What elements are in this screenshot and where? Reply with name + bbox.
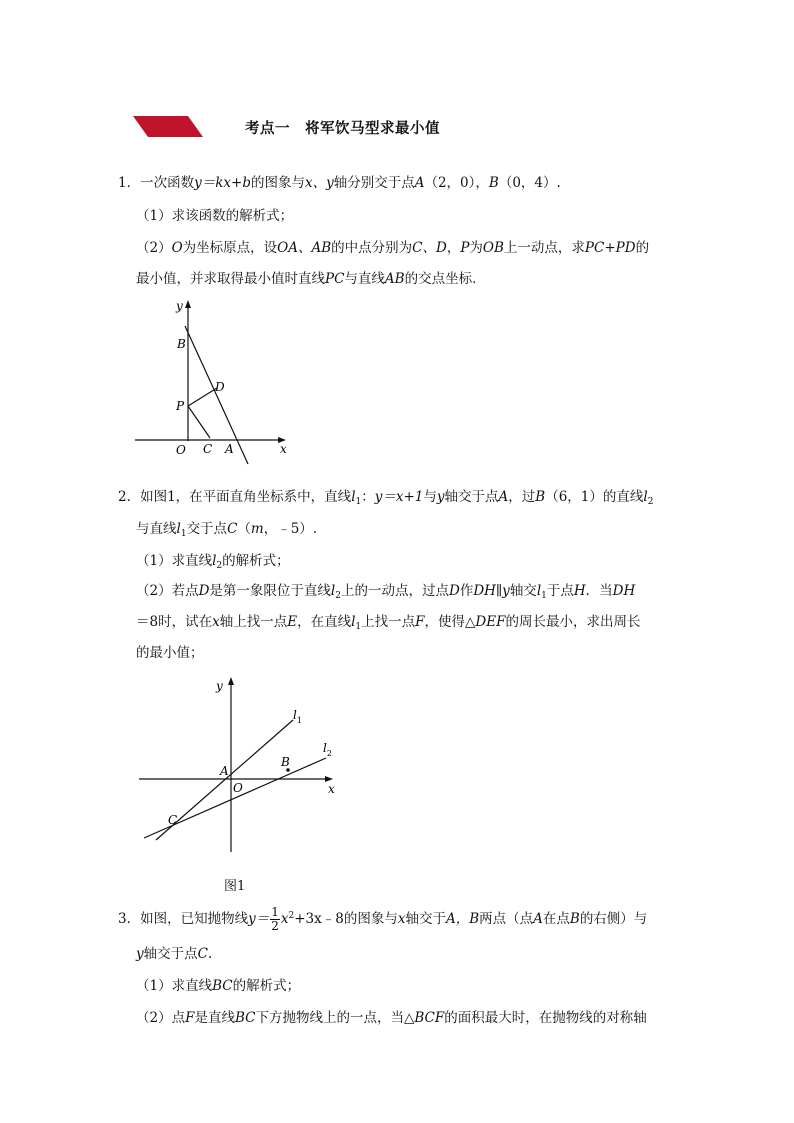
q1-label-y: y (176, 299, 183, 313)
q1-segment-PD (188, 388, 217, 406)
q1-part2: （2）O为坐标原点，设OA、AB的中点分别为C、D，P为OB上一动点，求PC+PD的 (136, 240, 650, 256)
q1-label-x: x (280, 442, 287, 456)
q2-label-l1: $l_1$ (293, 708, 302, 725)
q2-part2-end: 的最小值； (136, 645, 204, 661)
q2-label-B: B (281, 755, 290, 769)
q1-label-C: C (203, 442, 213, 456)
q1-part2-cont: 最小值，并求取得最小值时直线PC与直线AB的交点坐标． (136, 271, 486, 287)
q3-part1: （1）求直线BC的解析式； (136, 978, 301, 994)
q2-label-x: x (328, 782, 335, 796)
section-title: 考点一 将军饮马型求最小值 (245, 121, 440, 137)
q1-label-B: B (177, 337, 186, 351)
q2-figure-caption: 图1 (224, 879, 246, 894)
q1-label-P: P (176, 399, 185, 413)
q1-y-arrow (185, 300, 191, 308)
q1-label-A: A (225, 442, 234, 456)
q1-part1: （1）求该函数的解析式； (136, 208, 294, 224)
section-banner (133, 116, 203, 137)
q2-label-l2: $l_2$ (323, 741, 332, 758)
q1-segment-PC (188, 406, 210, 438)
q1-label-O: O (176, 443, 186, 457)
q2-part2-cont: ＝8时，试在x轴上找一点E，在直线$l_1$上找一点F，使得△DEF的周长最小，求出周长 (136, 614, 641, 632)
q2-label-A: A (220, 764, 229, 778)
q2-label-C: C (168, 813, 178, 827)
q2-y-arrow (228, 677, 234, 685)
q1-stem: 1．一次函数y＝kx+b的图象与x、y轴分别交于点A（2，0），B（0，4）. (118, 175, 561, 191)
q3-fraction: $\frac{1}{2}$ (271, 905, 279, 933)
q1-line-AB (185, 326, 248, 464)
q2-part2: （2）若点D是第一象限位于直线$l_2$上的一动点，过点D作DH∥y轴交$l_1$于点H．当DH (136, 583, 636, 601)
q2-stem-cont: 与直线$l_1$交于点C（m，﹣5）. (136, 521, 318, 539)
q1-figure (130, 296, 300, 468)
q2-label-y: y (216, 679, 223, 693)
q2-stem: 2．如图1，在平面直角坐标系中，直线$l_1$：y＝x+1与y轴交于点A，过B（6，1）的直线$l_2$ (118, 489, 654, 507)
q3-part2: （2）点F是直线BC下方抛物线上的一点，当△BCF的面积最大时，在抛物线的对称轴 (136, 1010, 647, 1026)
q2-label-O: O (233, 781, 243, 795)
q2-part1: （1）求直线$l_2$的解析式； (136, 553, 290, 571)
q3-stem: 3．如图，已知抛物线y＝ $\frac{1}{2}$ $x^2+3x﹣8$的图象与x轴交于A，B两点（点A在点B的右侧）与 (118, 905, 648, 933)
q1-label-D: D (215, 380, 225, 394)
q3-stem-cont: y轴交于点C. (136, 946, 213, 962)
q2-figure (136, 672, 346, 852)
